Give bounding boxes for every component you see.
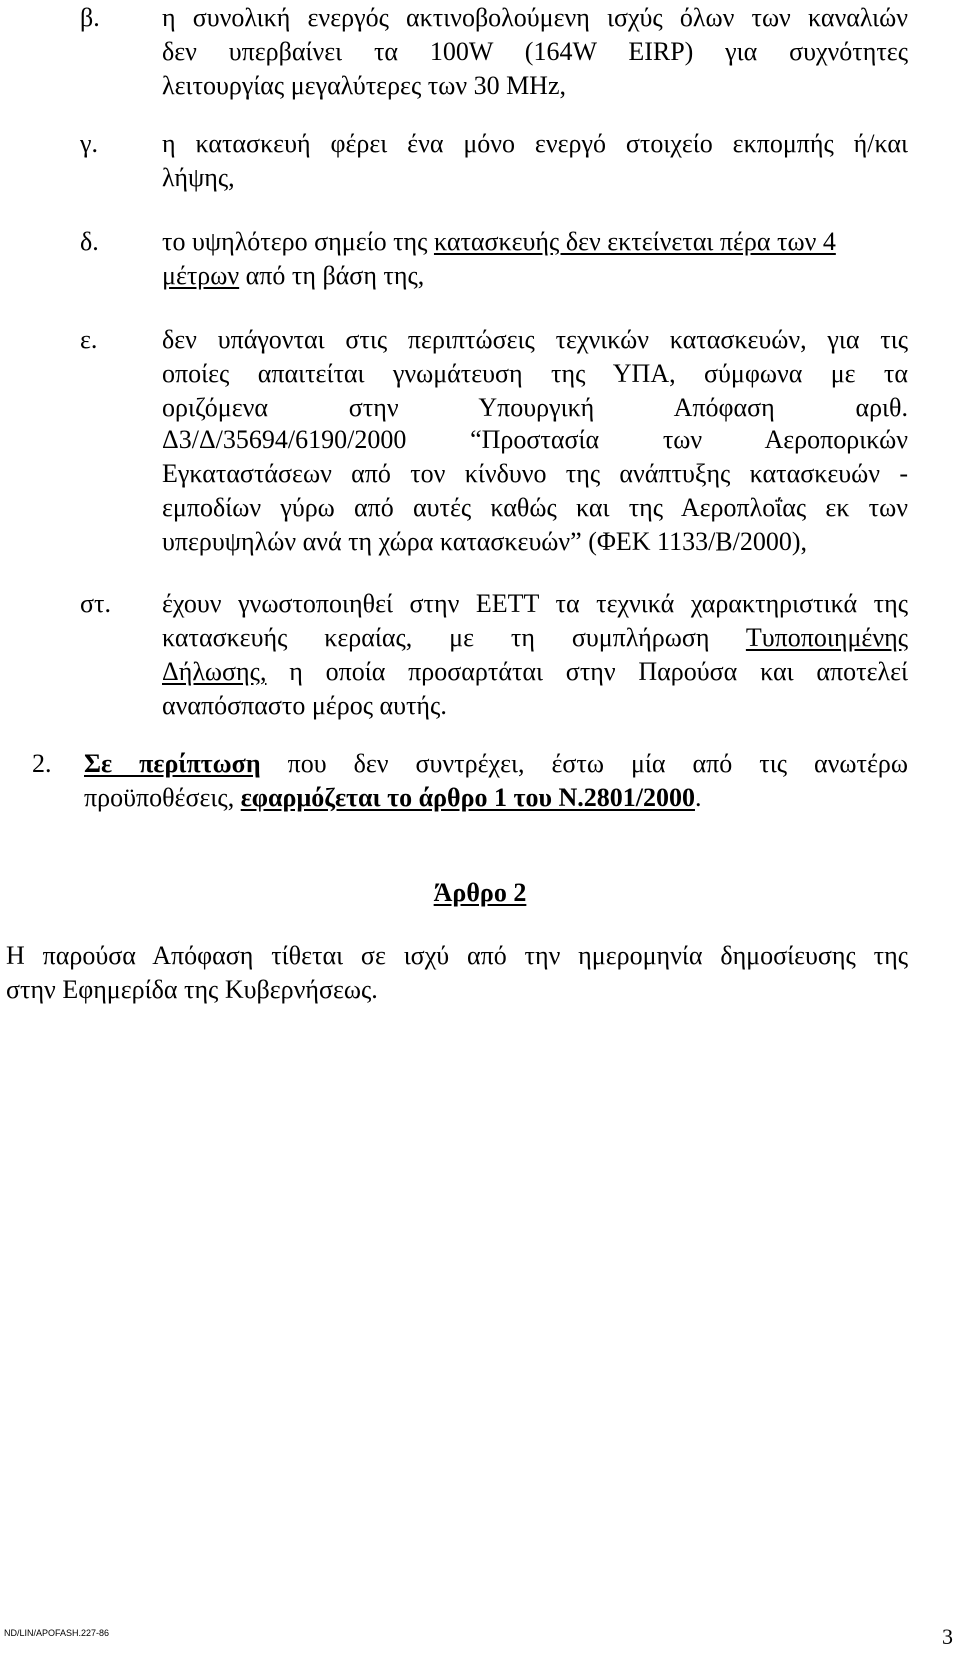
- item-marker: γ.: [80, 129, 98, 158]
- item-text-line: η συνολική ενεργός ακτινοβολούμενη ισχύς όλων των καναλιών: [162, 3, 908, 32]
- item-marker: δ.: [80, 227, 99, 256]
- item-text-line: έχουν γνωστοποιηθεί στην ΕΕΤΤ τα τεχνικά χαρακτηριστικά της: [162, 589, 908, 618]
- underlined-text: Τυποποιημένης: [745, 623, 908, 652]
- item-text-line: κατασκευής κεραίας, με τη συμπλήρωση Τυποποιημένης: [162, 623, 908, 652]
- underlined-text: κατασκευής δεν εκτείνεται πέρα των 4: [433, 227, 836, 256]
- item-text-line: λήψης,: [162, 163, 235, 192]
- article-text-line: στην Εφημερίδα της Κυβερνήσεως.: [6, 975, 378, 1004]
- article-text-line: Η παρούσα Απόφαση τίθεται σε ισχύ από την ημερομηνία δημοσίευσης της: [6, 941, 908, 970]
- item-text-line: οριζόμενα στην Υπουργική Απόφαση αριθ.: [162, 393, 908, 422]
- paragraph-text-line: προϋποθέσεις, εφαρμόζεται το άρθρο 1 του Ν.2801/2000.: [84, 783, 702, 812]
- item-text-line: οποίες απαιτείται γνωμάτευση της ΥΠΑ, σύμφωνα με τα: [162, 359, 908, 388]
- item-text-line: αναπόσπαστο μέρος αυτής.: [162, 691, 447, 720]
- article-heading: Άρθρο 2: [433, 878, 527, 907]
- item-text-line: Δ3/Δ/35694/6190/2000 “Προστασία των Αεροπορικών: [162, 425, 908, 454]
- item-text-line: υπερυψηλών ανά τη χώρα κατασκευών” (ΦΕΚ 1133/Β/2000),: [162, 527, 808, 556]
- item-marker: ε.: [80, 325, 98, 354]
- bold-underlined-text: Σε περίπτωση: [84, 749, 261, 778]
- item-marker: β.: [80, 3, 100, 32]
- item-text-line: Δήλωσης, η οποία προσαρτάται στην Παρούσα και αποτελεί: [162, 657, 908, 686]
- footer-document-code: ND/LIN/APOFASH.227-86: [4, 1628, 110, 1638]
- paragraph-text-line: Σε περίπτωση που δεν συντρέχει, έστω μία από τις ανωτέρω: [84, 749, 908, 778]
- bold-underlined-text: εφαρμόζεται το άρθρο 1 του Ν.2801/2000: [240, 783, 695, 812]
- underlined-text: Δήλωσης,: [162, 657, 267, 686]
- item-text-line: το υψηλότερο σημείο της κατασκευής δεν εκτείνεται πέρα των 4: [162, 227, 836, 256]
- item-text-line: εμποδίων γύρω από αυτές καθώς και της Αεροπλοΐας εκ των: [162, 493, 908, 522]
- item-text-line: δεν υπερβαίνει τα 100W (164W EIRP) για συχνότητες: [162, 37, 908, 66]
- item-text-line: λειτουργίας μεγαλύτερες των 30 MHz,: [162, 71, 567, 100]
- underlined-text: μέτρων: [162, 261, 240, 290]
- item-marker: στ.: [80, 589, 111, 618]
- page-number: 3: [942, 1624, 953, 1649]
- item-text-line: Εγκαταστάσεων από τον κίνδυνο της ανάπτυξης κατασκευών -: [162, 459, 908, 488]
- paragraph-marker: 2.: [32, 749, 52, 778]
- item-text-line: η κατασκευή φέρει ένα μόνο ενεργό στοιχείο εκπομπής ή/και: [162, 129, 908, 158]
- item-text-line: μέτρων από τη βάση της,: [162, 261, 425, 290]
- item-text-line: δεν υπάγονται στις περιπτώσεις τεχνικών κατασκευών, για τις: [162, 325, 908, 354]
